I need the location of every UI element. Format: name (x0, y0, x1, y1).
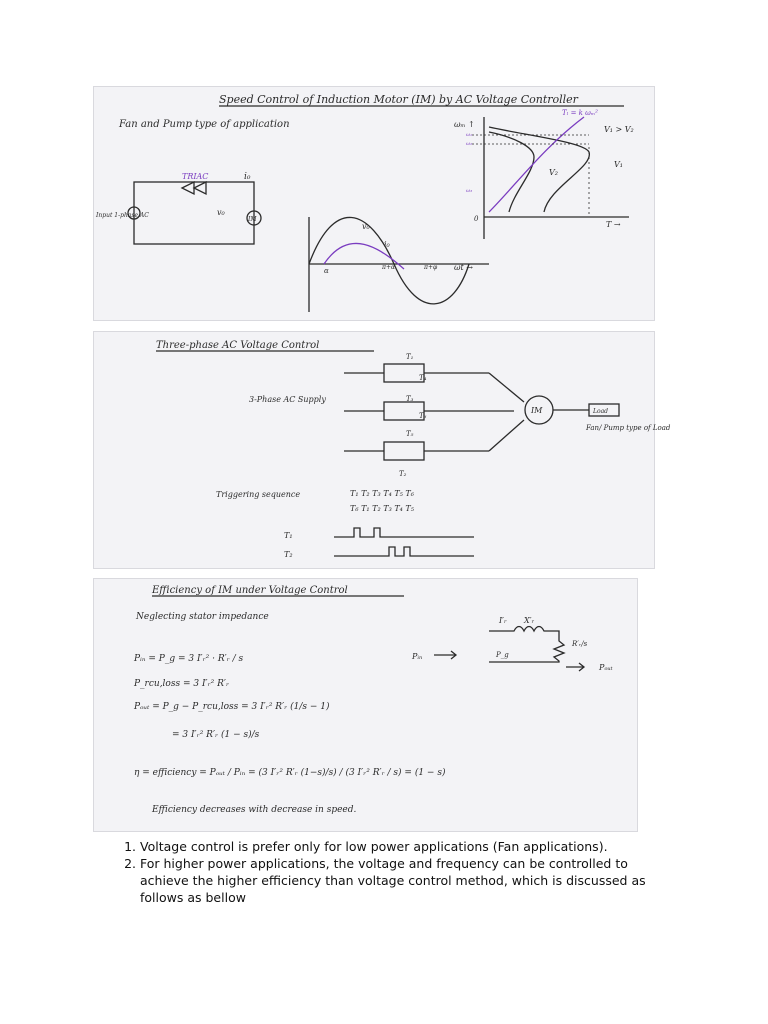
voltage-label: v₀ (217, 208, 225, 217)
slide-speed-control-drawing (94, 87, 654, 320)
torque-formula: Tₗ = k ωₘ² (562, 109, 598, 117)
v2-label: V₂ (549, 168, 558, 177)
slide-three-phase-drawing (94, 332, 671, 568)
t-axis-label: T → (606, 220, 621, 229)
origin-label: 0 (474, 215, 479, 223)
slide3-subtitle: Neglecting stator impedance (136, 612, 269, 622)
label-t3: T₃ (406, 395, 414, 403)
pulse-label-t1: T₁ (284, 531, 293, 540)
load-label: Load (593, 408, 609, 415)
v1-label: V₁ (614, 160, 623, 169)
slide-efficiency-drawing (94, 579, 637, 831)
sequence-row-1: T₁ T₂ T₃ T₄ T₅ T₆ (350, 489, 414, 498)
triac-label: TRIAC (182, 172, 209, 181)
im-label: IM (531, 406, 543, 415)
label-t6: T₆ (419, 412, 427, 420)
speed-axis-label: ωₘ ↑ (454, 120, 475, 129)
label-t2: T₂ (399, 470, 407, 478)
sequence-label: Triggering sequence (216, 490, 301, 499)
efficiency-conclusion: Efficiency decreases with decrease in speed. (152, 805, 357, 815)
voltage-wave (309, 217, 469, 303)
circuit-pg: P_g (496, 651, 509, 659)
w2-label: ω₂ (466, 141, 473, 147)
pi-phi-label: π+φ (424, 264, 438, 271)
label-t5: T₅ (406, 430, 414, 438)
circuit-pout: Pₒᵤₜ (599, 663, 613, 672)
v-relation: V₁ > V₂ (604, 125, 634, 134)
slide1-title: Speed Control of Induction Motor (IM) by AC Voltage Controller (219, 93, 578, 106)
notes-list (118, 838, 678, 906)
thyristor-pair-a (344, 364, 489, 382)
pulse-train-t2 (334, 547, 474, 556)
note-item-2: 2. For higher power applications, the voltage and frequency can be controlled to achieve the higher efficiency than voltage control method, which is discussed as follows as bellow (140, 855, 678, 906)
slide-three-phase-control (93, 331, 671, 569)
thyristor-pair-c (344, 442, 489, 460)
equation-efficiency: η = efficiency = Pₒᵤₜ / Pᵢₙ = (3 I′ᵣ² R′ᵣ (1−s)/s) / (3 I′ᵣ² R′ᵣ / s) = (1 − s) (134, 768, 446, 778)
label-t4: T₄ (419, 374, 427, 382)
slide2-title: Three-phase AC Voltage Control (156, 340, 320, 351)
input-label: Input 1-phase AC (96, 212, 149, 219)
w1-label: ω₁ (466, 132, 473, 138)
load-torque-curve (489, 117, 584, 212)
circuit-ir: I′ᵣ (499, 616, 507, 625)
motor-label: IM (248, 216, 257, 223)
slide3-title: Efficiency of IM under Voltage Control (152, 585, 348, 596)
equation-pin: Pᵢₙ = P_g = 3 I′ᵣ² · R′ᵣ / s (134, 654, 244, 664)
slide-speed-control (93, 86, 655, 321)
pulse-train-t1 (334, 528, 474, 537)
circuit-xr: X′ᵣ (524, 616, 535, 625)
slide-efficiency (93, 578, 638, 832)
equation-rotor-loss: P_rcu,loss = 3 I′ᵣ² R′ᵣ (134, 679, 230, 689)
load-type: Fan/ Pump type of Load (586, 424, 671, 432)
label-t1: T₁ (406, 353, 414, 361)
sequence-row-2: T₆ T₁ T₂ T₃ T₄ T₅ (350, 504, 414, 513)
wave-i-label: i₀ (384, 240, 390, 249)
supply-label: 3-Phase AC Supply (249, 395, 326, 404)
pulse-label-t2: T₂ (284, 550, 293, 559)
wave-v-label: v₀ (362, 222, 370, 231)
alpha-label: α (324, 267, 329, 275)
note-item-1: 1. Voltage control is prefer only for low power applications (Fan applications). (140, 838, 678, 855)
equation-pout: Pₒᵤₜ = P_g − P_rcu,loss = 3 I′ᵣ² R′ᵣ (1/s − 1) (134, 702, 330, 712)
equation-pout-simplified: = 3 I′ᵣ² R′ᵣ (1 − s)/s (172, 730, 260, 740)
slide1-subtitle: Fan and Pump type of application (119, 119, 290, 130)
pi-alpha-label: π+α (382, 264, 396, 271)
circuit-pin: Pᵢₙ (412, 652, 423, 661)
w3-label: ω₃ (466, 188, 473, 194)
curve-v2 (489, 132, 534, 212)
wt-label: ωt → (454, 263, 473, 272)
circuit-rs: R′ᵣ/s (572, 640, 588, 648)
curve-v1 (489, 127, 589, 212)
current-label: i₀ (244, 172, 251, 182)
thyristor-pair-b (344, 402, 514, 420)
